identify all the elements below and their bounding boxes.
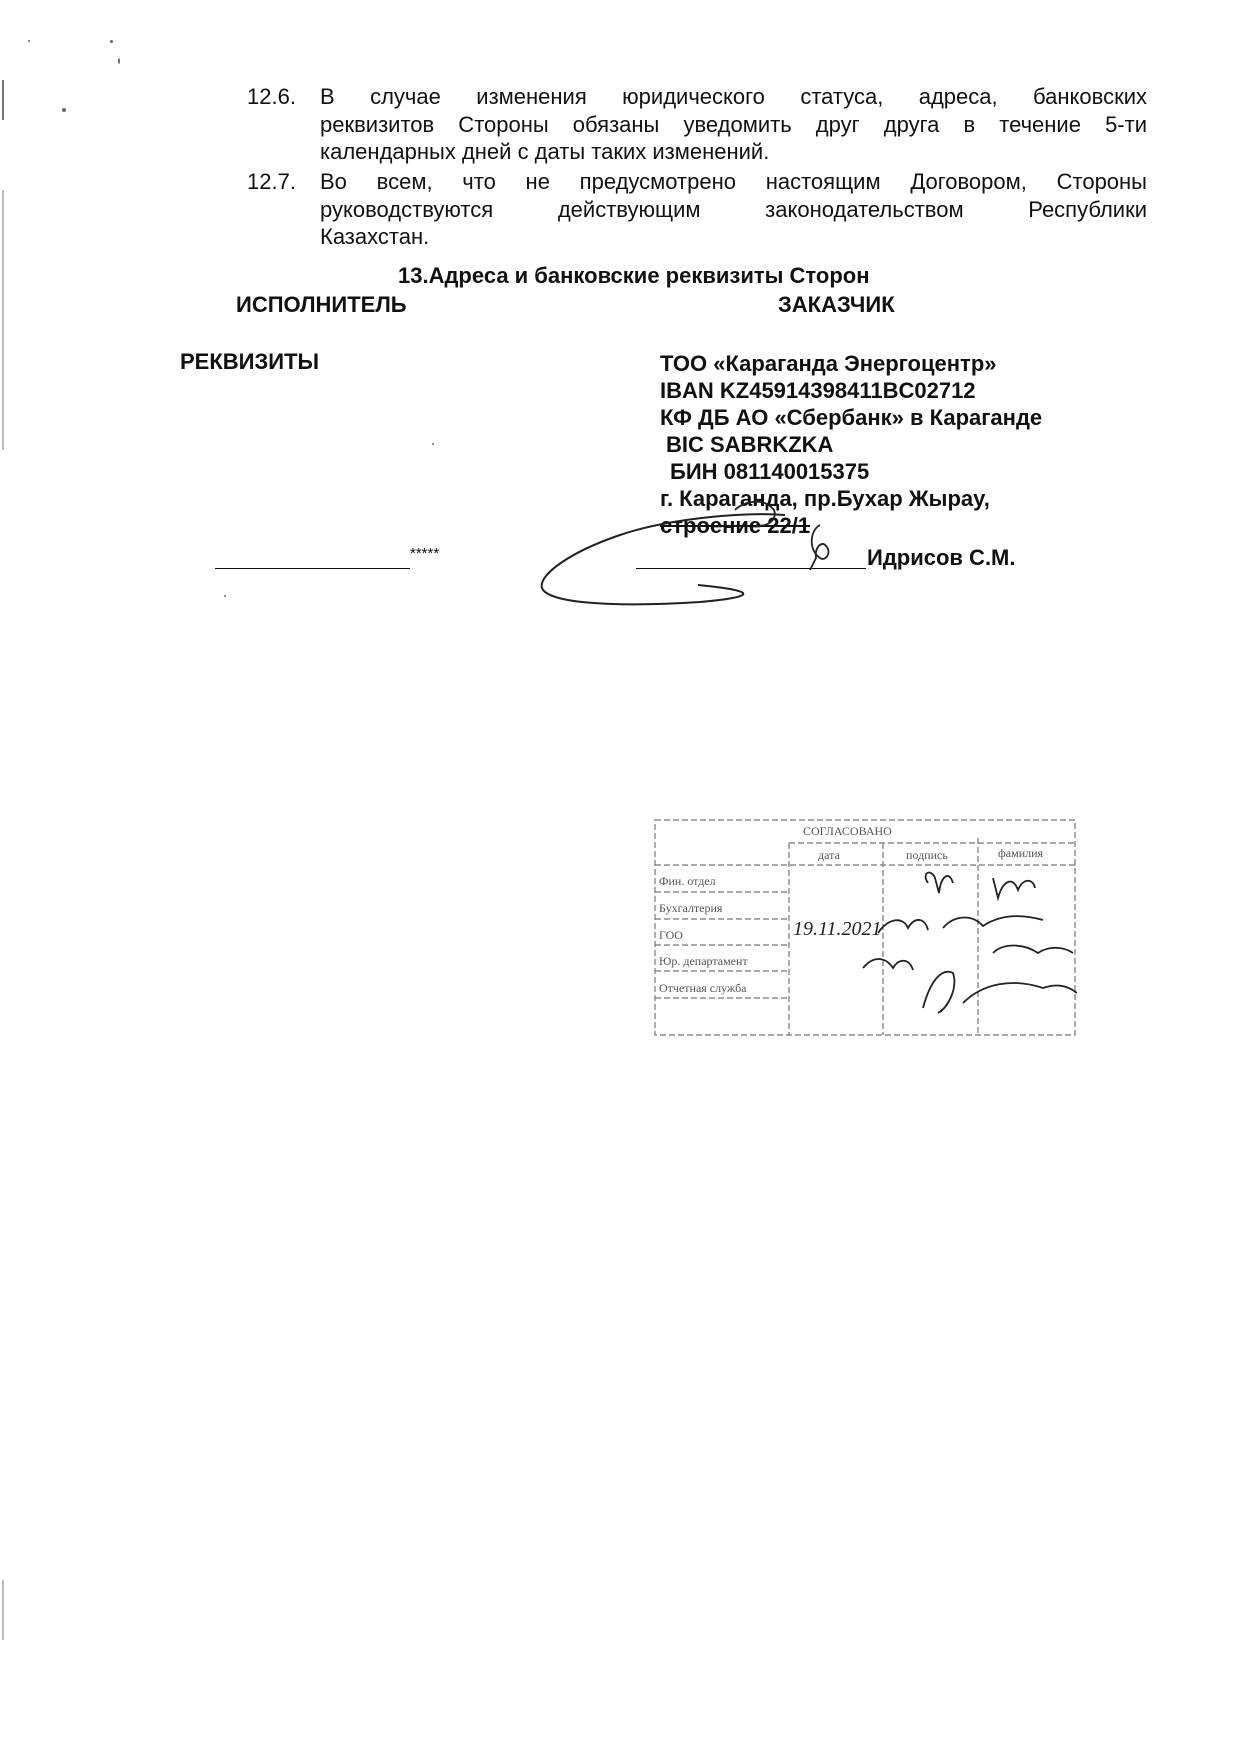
clause-number: 12.6. bbox=[247, 84, 296, 109]
clause-line: реквизитов Стороны обязаны уведомить друг друга в течение 5-ти bbox=[320, 111, 1147, 137]
scan-speck bbox=[110, 40, 113, 43]
stamp-column-surname: фамилия bbox=[998, 846, 1044, 860]
customer-address-line2: строение 22/1 bbox=[660, 513, 811, 538]
scan-speck bbox=[28, 40, 30, 42]
customer-handwritten-signature bbox=[530, 490, 870, 615]
customer-iban: IBAN KZ45914398411BC02712 bbox=[660, 378, 976, 403]
executor-requisites-label: РЕКВИЗИТЫ bbox=[180, 349, 320, 374]
clause-number: 12.7. bbox=[247, 169, 296, 194]
stamp-handwritten-date: 19.11.2021 bbox=[793, 918, 882, 940]
stamp-row-label: Юр. департамент bbox=[659, 954, 748, 968]
clause-line: Казахстан. bbox=[320, 224, 430, 249]
customer-bank: КФ ДБ АО «Сбербанк» в Карагандe bbox=[660, 405, 1043, 430]
stamp-row-label: Отчетная служба bbox=[659, 981, 747, 995]
customer-name: ТОО «Караганда Энергоцентр» bbox=[660, 351, 997, 376]
scan-artifact bbox=[2, 80, 4, 120]
scan-speck bbox=[62, 108, 66, 112]
customer-bic: BIC SABRKZKA bbox=[666, 432, 834, 457]
clause-line: календарных дней с даты таких изменений. bbox=[320, 139, 770, 164]
section-title: 13.Адреса и банковские реквизиты Сторон bbox=[398, 263, 870, 288]
customer-heading: ЗАКАЗЧИК bbox=[778, 292, 895, 317]
stamp-title: СОГЛАСОВАНО bbox=[803, 824, 892, 838]
executor-signature-line bbox=[215, 568, 410, 569]
stamp-column-signature: подпись bbox=[906, 848, 948, 862]
clause-line: Во всем, что не предусмотрено настоящим Договором, Стороны bbox=[320, 169, 1147, 194]
stamp-row-label: Фин. отдел bbox=[659, 874, 716, 888]
customer-address-line1: г. Караганда, пр.Бухар Жырау, bbox=[660, 486, 990, 511]
scan-speck bbox=[118, 58, 120, 64]
customer-signer-name: Идрисов С.М. bbox=[867, 545, 1016, 570]
stamp-column-date: дата bbox=[818, 848, 840, 862]
stamp-row-label: Бухгалтерия bbox=[659, 901, 723, 915]
scan-artifact bbox=[2, 1580, 4, 1640]
executor-signature-mark: ***** bbox=[410, 545, 440, 562]
scan-speck bbox=[224, 595, 226, 597]
clause-line: руководствуются действующим законодательством Республики bbox=[320, 196, 1147, 222]
clause-line: В случае изменения юридического статуса, адреса, банковских bbox=[320, 84, 1147, 109]
executor-heading: ИСПОЛНИТЕЛЬ bbox=[236, 292, 407, 317]
clause-12-6 bbox=[247, 83, 1147, 166]
customer-bin: БИН 081140015375 bbox=[670, 459, 870, 484]
approval-stamp bbox=[653, 808, 1077, 1038]
clause-12-7 bbox=[247, 168, 1147, 251]
stamp-row-label: ГОО bbox=[659, 928, 683, 942]
scan-speck bbox=[432, 443, 434, 445]
scan-artifact bbox=[2, 190, 4, 450]
